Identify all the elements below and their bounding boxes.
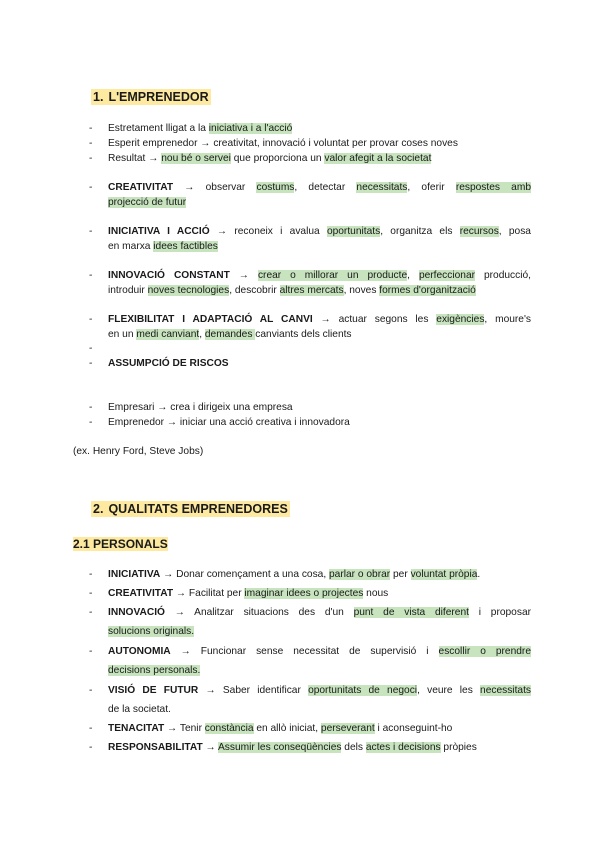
item-label: TENACITAT bbox=[108, 723, 165, 734]
section-1-title: L'EMPRENEDOR bbox=[108, 90, 209, 104]
highlight: demandes bbox=[204, 329, 256, 340]
item-text: , bbox=[407, 270, 419, 281]
item-text: i proposar bbox=[468, 607, 532, 618]
section-2-title: QUALITATS EMPRENEDORES bbox=[108, 502, 288, 516]
highlight: decisions personals. bbox=[108, 665, 201, 676]
item-text: Empresari → crea i dirigeix una empresa bbox=[108, 402, 293, 413]
highlight: recursos bbox=[459, 226, 499, 237]
item-text: Emprenedor → iniciar una acció creativa i innovadora bbox=[108, 417, 350, 428]
item-text: de la societat. bbox=[108, 704, 171, 715]
highlight: exigències bbox=[436, 314, 485, 325]
highlight: escollir o prendre bbox=[438, 646, 531, 657]
item-label: INICIATIVA bbox=[108, 569, 161, 580]
list-item-iniciativa: - INICIATIVA I ACCIÓ → reconeix i avalua oportunitats, organitza els recursos, posa en marxa idees factibles bbox=[89, 226, 531, 252]
item-text: i aconseguint-ho bbox=[374, 723, 453, 734]
section-2-number: 2. bbox=[93, 502, 104, 516]
item-text: que proporciona un bbox=[230, 153, 325, 164]
highlight: imaginar idees o projectes bbox=[244, 588, 364, 599]
item-label: INNOVACIÓ bbox=[108, 607, 165, 618]
item-label: INICIATIVA I ACCIÓ bbox=[108, 226, 210, 237]
item-text: → reconeix i avalua bbox=[209, 226, 327, 237]
item-text: introduir bbox=[108, 285, 148, 296]
item-text: en marxa bbox=[108, 241, 154, 252]
highlight: noves tecnologies bbox=[147, 285, 230, 296]
item-text: , posa bbox=[498, 226, 531, 237]
item-text: , oferir bbox=[407, 182, 456, 193]
highlight: parlar o obrar bbox=[329, 569, 391, 580]
empty-dash: - bbox=[89, 343, 93, 354]
highlight: crear o millorar un producte bbox=[257, 270, 408, 281]
item-text: , bbox=[199, 329, 205, 340]
item-label: INNOVACIÓ CONSTANT bbox=[108, 270, 230, 281]
highlight: costums bbox=[256, 182, 295, 193]
item-text: → bbox=[202, 742, 219, 753]
highlight: punt de vista diferent bbox=[353, 607, 469, 618]
list-item-innovacio: - INNOVACIÓ CONSTANT → crear o millorar un producte, perfeccionar producció, introduir noves tecnologies, descobrir altres mercats, noves formes d'organització bbox=[89, 270, 531, 296]
item-text: Estretament lligat a la bbox=[108, 123, 209, 134]
highlight: voluntat pròpia bbox=[410, 569, 478, 580]
item-label: CREATIVITAT bbox=[108, 588, 174, 599]
item-text: , noves bbox=[343, 285, 380, 296]
item-text: dels bbox=[341, 742, 366, 753]
item-text: canviants dels clients bbox=[255, 329, 352, 340]
list-item-visio: - VISIÓ DE FUTUR → Saber identificar oportunitats de negoci, veure les necessitats de la societat. bbox=[89, 685, 531, 715]
item-text: , veure les bbox=[417, 685, 481, 696]
item-text: → bbox=[229, 270, 258, 281]
highlight: necessitats bbox=[480, 685, 531, 696]
list-item-creativitat: - CREATIVITAT → observar costums, detectar necessitats, oferir respostes amb projecció de futur bbox=[89, 182, 531, 208]
highlight: projecció de futur bbox=[108, 197, 187, 208]
item-text: → Analitzar situacions des d'un bbox=[164, 607, 354, 618]
item-text: Esperit emprenedor → creativitat, innovació i voluntat per provar coses noves bbox=[108, 138, 458, 149]
highlight: actes i decisions bbox=[365, 742, 441, 753]
highlight: respostes amb bbox=[455, 182, 531, 193]
item-text: → actuar segons les bbox=[312, 314, 437, 325]
item-text: → observar bbox=[173, 182, 257, 193]
list-item-innovacio-2: - INNOVACIÓ → Analitzar situacions des d'un punt de vista diferent i proposar solucions originals. bbox=[89, 607, 532, 637]
item-text: en allò iniciat, bbox=[253, 723, 321, 734]
item-text: , detectar bbox=[294, 182, 357, 193]
item-text: pròpies bbox=[440, 742, 477, 753]
highlight: valor afegit a la societat bbox=[324, 153, 432, 164]
list-item-flexibilitat: - FLEXIBILITAT I ADAPTACIÓ AL CANVI → actuar segons les exigències, moure's en un medi canviant, demandes canviants dels clients bbox=[89, 314, 532, 340]
item-text: . bbox=[477, 569, 481, 580]
highlight: nou bé o servei bbox=[161, 153, 231, 164]
item-text: per bbox=[390, 569, 411, 580]
example-note: (ex. Henry Ford, Steve Jobs) bbox=[73, 446, 204, 457]
highlight: solucions originals. bbox=[108, 626, 195, 637]
subsection-title: 2.1 PERSONALS bbox=[73, 537, 168, 551]
section-1-heading bbox=[91, 89, 211, 105]
item-label: AUTONOMIA bbox=[108, 646, 171, 657]
item-text: → Saber identificar bbox=[198, 685, 309, 696]
highlight: iniciativa i a l'acció bbox=[208, 123, 293, 134]
item-label: ASSUMPCIÓ DE RISCOS bbox=[108, 358, 229, 369]
item-label: FLEXIBILITAT I ADAPTACIÓ AL CANVI bbox=[108, 314, 313, 325]
list-item-autonomia: - AUTONOMIA → Funcionar sense necessitat de supervisió i escollir o prendre decisions personals. bbox=[89, 646, 531, 676]
item-text: → Donar començament a una cosa, bbox=[160, 569, 330, 580]
item-label: RESPONSABILITAT bbox=[108, 742, 203, 753]
item-text: → Funcionar sense necessitat de supervisió i bbox=[170, 646, 439, 657]
item-text: , organitza els bbox=[380, 226, 460, 237]
highlight: necessitats bbox=[356, 182, 408, 193]
item-text: → Tenir bbox=[164, 723, 205, 734]
highlight: constància bbox=[204, 723, 254, 734]
highlight: perseverant bbox=[320, 723, 375, 734]
highlight: idees factibles bbox=[153, 241, 218, 252]
highlight: medi canviant bbox=[136, 329, 200, 340]
subsection-heading bbox=[73, 537, 168, 552]
highlight: oportunitats bbox=[326, 226, 381, 237]
highlight: oportunitats de negoci bbox=[308, 685, 418, 696]
item-text: nous bbox=[363, 588, 389, 599]
item-text: → Facilitat per bbox=[173, 588, 245, 599]
item-text: en un bbox=[108, 329, 137, 340]
section-2-heading bbox=[91, 501, 290, 517]
highlight: Assumir les conseqüències bbox=[218, 742, 342, 753]
section-1-number: 1. bbox=[93, 90, 104, 104]
item-label: CREATIVITAT bbox=[108, 182, 174, 193]
item-label: VISIÓ DE FUTUR bbox=[108, 685, 199, 696]
item-text: , descobrir bbox=[229, 285, 280, 296]
item-text: Resultat → bbox=[108, 153, 162, 164]
highlight: perfeccionar bbox=[418, 270, 475, 281]
highlight: formes d'organització bbox=[379, 285, 476, 296]
item-text: producció, bbox=[475, 270, 531, 281]
item-text: , moure's bbox=[484, 314, 532, 325]
highlight: altres mercats bbox=[279, 285, 344, 296]
document-page: 1. L'EMPRENEDOR - Estretament lligat a la iniciativa i a l'acció - Esperit emprenedor → creativitat, innovació i voluntat per provar coses noves - Resultat → nou bé o servei que proporciona un valor afegit a la societat - CREATIVITAT → observar costums, detectar necessitats, oferir respostes amb projecció de futur - INICIATIVA I ACCIÓ → reconeix i avalua oportunitats, organitza els recursos, posa en marxa idees factibles - INNOVACIÓ CONSTANT → crear o millorar un producte, perfeccionar producció, introduir noves tecnologies, descobrir altres mercats, noves formes d'organització - FLEXIBILITAT I ADAPTACIÓ AL CANVI → actuar segons les exigències, moure's en un medi canviant, demandes canviants dels clients - - ASSUMPCIÓ DE RISCOS - Empresari → crea i dirigeix una empresa - Emprenedor → iniciar una acció creativa i innovadora (ex. Henry Ford, Steve Jobs) 2. QUALITATS EMPRENEDORES 2.1 PERSONALS - INICIATIVA → Donar començament a una cosa, parlar o obrar per voluntat pròpia. - CREATIVITAT → Facilitat per imaginar idees o projectes nous - INNOVACIÓ → Analitzar situacions des d'un punt de vista diferent i proposar solucions originals. - AUTONOMIA → Funcionar sense necessitat de supervisió i escollir o prendre decisions personals. - VISIÓ DE FUTUR → Saber identificar oportunitats de negoci, veure les necessitats de la societat. - TENACITAT → Tenir constància en allò iniciat, perseverant i aconseguint-ho - RESPONSABILITAT → Assumir les conseqüències dels actes i decisions pròpies bbox=[73, 90, 532, 753]
